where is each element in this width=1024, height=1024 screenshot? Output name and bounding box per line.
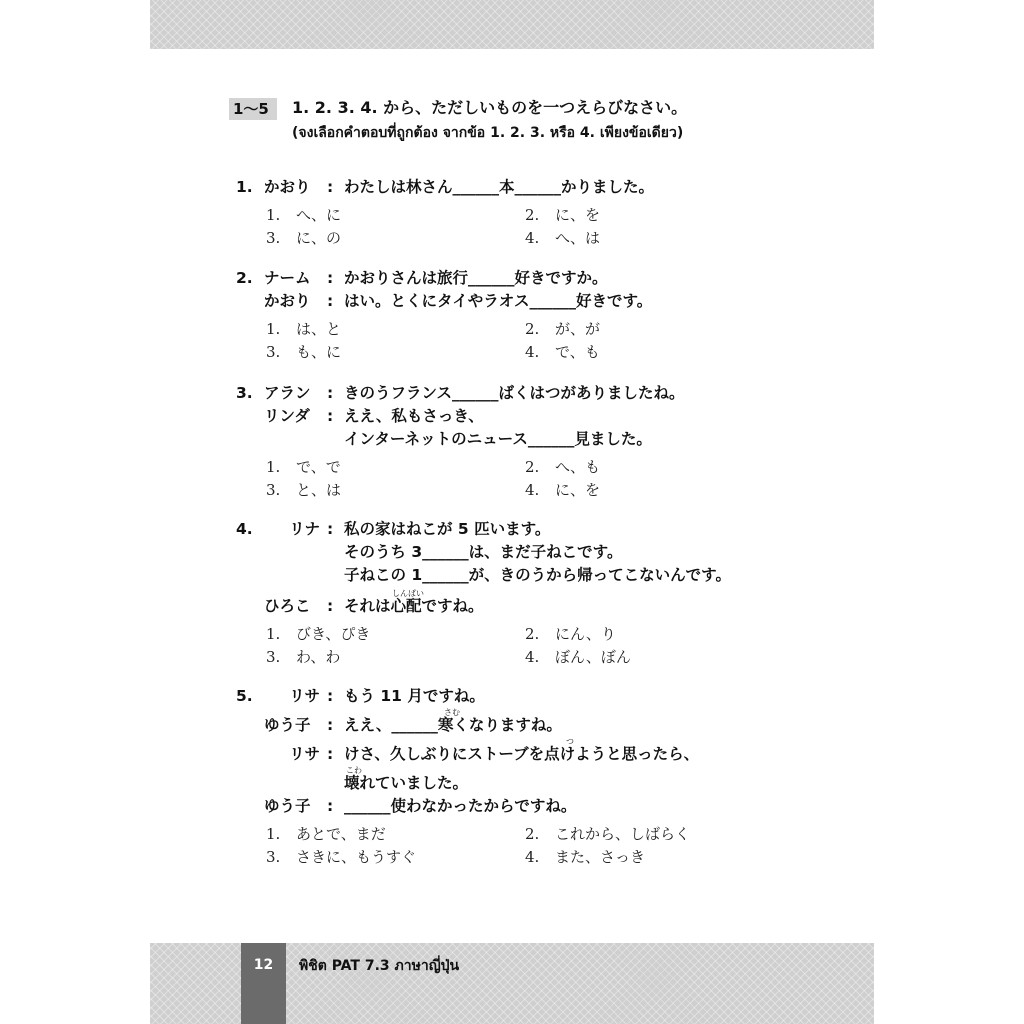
option-2[interactable]: 2. へ、も xyxy=(525,458,601,476)
option-4[interactable]: 4. ぼん、ぼん xyxy=(525,648,631,666)
furigana: つ xyxy=(566,737,574,746)
answer-options xyxy=(236,204,796,250)
option-1[interactable]: 1. びき、ぴき xyxy=(266,625,371,643)
option-4[interactable]: 4. で、も xyxy=(525,343,600,361)
speaker-name: かおり xyxy=(264,178,311,196)
page-number-box xyxy=(241,943,286,1024)
utterance-text: ええ、______寒くなりますね。 xyxy=(344,716,562,734)
question-3 xyxy=(236,382,796,502)
option-4[interactable]: 4. に、を xyxy=(525,481,601,499)
header-pattern-band xyxy=(150,0,874,49)
instruction-range: 1〜5 xyxy=(233,100,269,118)
dialogue-line xyxy=(236,766,796,795)
utterance-text: けさ、久しぶりにストーブを点けようと思ったら、 xyxy=(344,745,700,763)
speaker-name: リンダ xyxy=(264,407,310,425)
speaker-name: かおり xyxy=(264,292,311,310)
option-1[interactable]: 1. は、と xyxy=(266,320,342,338)
option-3[interactable]: 3. さきに、もうすぐ xyxy=(266,848,417,866)
answer-options xyxy=(236,823,796,869)
question-4 xyxy=(236,518,796,669)
dialogue-line xyxy=(236,290,796,313)
utterance: もう 11 月ですね。 xyxy=(344,687,485,705)
utterance: かおりさんは旅行______好きですか。 xyxy=(344,269,608,287)
utterance: そのうち 3______は、まだ子ねこです。 xyxy=(344,543,623,561)
speaker-name: リサ xyxy=(289,745,320,763)
dialogue-line xyxy=(236,405,796,428)
utterance xyxy=(344,708,562,737)
option-3[interactable]: 3. に、の xyxy=(266,229,342,247)
utterance: 子ねこの 1______が、きのうから帰ってこないんです。 xyxy=(344,566,731,584)
option-1[interactable]: 1. で、で xyxy=(266,458,341,476)
dialogue-line xyxy=(236,428,796,451)
colon: : xyxy=(327,745,334,763)
page-number: 12 xyxy=(253,957,274,973)
colon: : xyxy=(327,597,334,615)
colon: : xyxy=(327,520,334,538)
option-1[interactable]: 1. あとで、まだ xyxy=(266,825,386,843)
speaker-name: ゆう子 xyxy=(264,797,311,815)
colon: : xyxy=(327,269,334,287)
colon: : xyxy=(327,292,334,310)
option-1[interactable]: 1. へ、に xyxy=(266,206,342,224)
speaker-name: ナーム xyxy=(264,269,311,287)
option-4[interactable]: 4. また、さっき xyxy=(525,848,646,866)
colon: : xyxy=(327,407,334,425)
dialogue-line xyxy=(236,541,796,564)
utterance xyxy=(344,766,469,795)
speaker-name: ゆう子 xyxy=(264,716,311,734)
option-3[interactable]: 3. と、は xyxy=(266,481,342,499)
utterance-text: それは心配ですね。 xyxy=(344,597,484,615)
question-number: 3. xyxy=(236,384,253,402)
answer-options xyxy=(236,623,796,669)
colon: : xyxy=(327,178,334,196)
dialogue-line xyxy=(236,589,796,618)
dialogue-line xyxy=(236,564,796,587)
instruction-japanese: 1. 2. 3. 4. から、ただしいものを一つえらびなさい。 xyxy=(292,98,688,117)
option-3[interactable]: 3. わ、わ xyxy=(266,648,341,666)
dialogue-line xyxy=(236,795,796,818)
question-5 xyxy=(236,685,796,869)
utterance xyxy=(344,737,700,766)
instruction-thai: (จงเลือกคำตอบที่ถูกต้อง จากข้อ 1. 2. 3. หรือ 4. เพียงข้อเดียว) xyxy=(292,125,684,141)
furigana: こわ xyxy=(346,766,362,775)
question-number: 4. xyxy=(236,520,253,538)
answer-options xyxy=(236,456,796,502)
question-1 xyxy=(236,176,796,250)
utterance-text: 壊れていました。 xyxy=(344,774,469,792)
colon: : xyxy=(327,716,334,734)
option-4[interactable]: 4. へ、は xyxy=(525,229,601,247)
speaker-name: アラン xyxy=(264,384,311,402)
option-3[interactable]: 3. も、に xyxy=(266,343,342,361)
colon: : xyxy=(327,687,334,705)
dialogue-line xyxy=(236,518,796,541)
question-2 xyxy=(236,267,796,364)
furigana: しんぱい xyxy=(392,589,424,598)
utterance: インターネットのニュース______見ました。 xyxy=(344,430,652,448)
question-number: 2. xyxy=(236,269,253,287)
answer-options xyxy=(236,318,796,364)
utterance: きのうフランス______ばくはつがありましたね。 xyxy=(344,384,685,402)
option-2[interactable]: 2. に、を xyxy=(525,206,601,224)
colon: : xyxy=(327,384,334,402)
dialogue-line xyxy=(236,708,796,737)
speaker-name: リサ xyxy=(289,687,320,705)
utterance: わたしは林さん______本______かりました。 xyxy=(344,178,655,196)
dialogue-line xyxy=(236,685,796,708)
utterance: 私の家はねこが 5 匹います。 xyxy=(344,520,551,538)
utterance xyxy=(344,589,484,618)
book-title: พิชิต PAT 7.3 ภาษาญี่ปุ่น xyxy=(299,958,460,974)
speaker-name: リナ xyxy=(289,520,320,538)
colon: : xyxy=(327,797,334,815)
option-2[interactable]: 2. これから、しばらく xyxy=(525,825,691,843)
dialogue-line xyxy=(236,382,796,405)
dialogue-line xyxy=(236,176,796,199)
utterance: ええ、私もさっき、 xyxy=(344,407,484,425)
speaker-name: ひろこ xyxy=(264,597,311,615)
question-number: 1. xyxy=(236,178,253,196)
utterance: はい。とくにタイやラオス______好きです。 xyxy=(344,292,653,310)
option-2[interactable]: 2. が、が xyxy=(525,320,601,338)
furigana: さむ xyxy=(444,708,460,717)
dialogue-line xyxy=(236,737,796,766)
question-number: 5. xyxy=(236,687,253,705)
utterance: ______使わなかったからですね。 xyxy=(344,797,577,815)
option-2[interactable]: 2. にん、り xyxy=(525,625,616,643)
dialogue-line xyxy=(236,267,796,290)
